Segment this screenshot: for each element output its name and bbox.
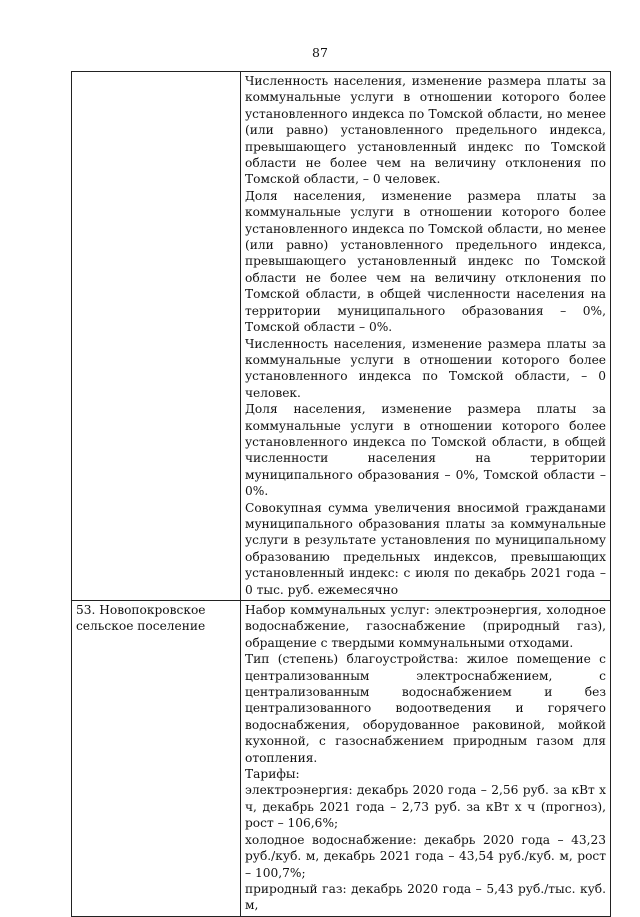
page-number: 87 — [312, 45, 328, 60]
paragraph: природный газ: декабрь 2020 года – 5,43 руб./тыс. куб. м, — [245, 881, 606, 913]
municipality-cell: 53. Новопокровское сельское поселение — [72, 601, 241, 917]
indicators-cell — [241, 72, 611, 601]
paragraph: Численность населения, изменение размера платы за коммунальные услуги в отношении которого более установленного индекса по Томской области, но менее (или равно) установленного предельного индекса, превышающего установленный индекс по Томской области не более чем на величину отклонения по Томской области, – 0 человек. — [245, 74, 606, 187]
paragraph: Доля населения, изменение размера платы за коммунальные услуги в отношении которого более установленного индекса по Томской области, в общей численности населения на территории муниципального образования – 0%, Томской области – 0%. — [245, 402, 606, 499]
paragraph: Доля населения, изменение размера платы за коммунальные услуги в отношении которого более установленного индекса по Томской области, но менее (или равно) установленного предельного индекса, превышающего установленный индекс по Томской области не более чем на величину отклонения по Томской области, в общей численности населения на территории муниципального образования – 0%, Томской области – 0%. — [245, 188, 606, 335]
paragraph: Численность населения, изменение размера платы за коммунальные услуги в отношении которого более установленного индекса по Томской области, – 0 человек. — [245, 336, 606, 400]
paragraph: Тарифы: — [245, 767, 300, 782]
table-row — [72, 601, 611, 917]
municipality-cell — [72, 72, 241, 601]
paragraph: Тип (степень) благоустройства: жилое помещение с централизованным электроснабжением, с централизованным водоснабжением и без централизованного водоотведения и горячего водоснабжения, оборудованное раковиной, мойкой кухонной, с газоснабжением природным газом для отопления. — [245, 652, 606, 765]
paragraph: Совокупная сумма увеличения вносимой гражданами муниципального образования платы за коммунальные услуги в результате установления по муниципальному образованию предельных индексов, превышающих установленный индекс: с июля по декабрь 2021 года – 0 тыс. руб. ежемесячно — [245, 500, 606, 597]
paragraph: Набор коммунальных услуг: электроэнергия, холодное водоснабжение, газоснабжение (природный газ), обращение с твердыми коммунальными отходами. — [245, 603, 606, 650]
paragraph: холодное водоснабжение: декабрь 2020 года – 43,23 руб./куб. м, декабрь 2021 года – 43,54 руб./куб. м, рост – 100,7%; — [245, 832, 606, 880]
paragraph: электроэнергия: декабрь 2020 года – 2,56 руб. за кВт х ч, декабрь 2021 года – 2,73 руб. за кВт х ч (прогноз), рост – 106,6%; — [245, 783, 606, 831]
indicators-cell — [241, 601, 611, 917]
table-row — [72, 72, 611, 601]
document-table — [71, 71, 611, 917]
